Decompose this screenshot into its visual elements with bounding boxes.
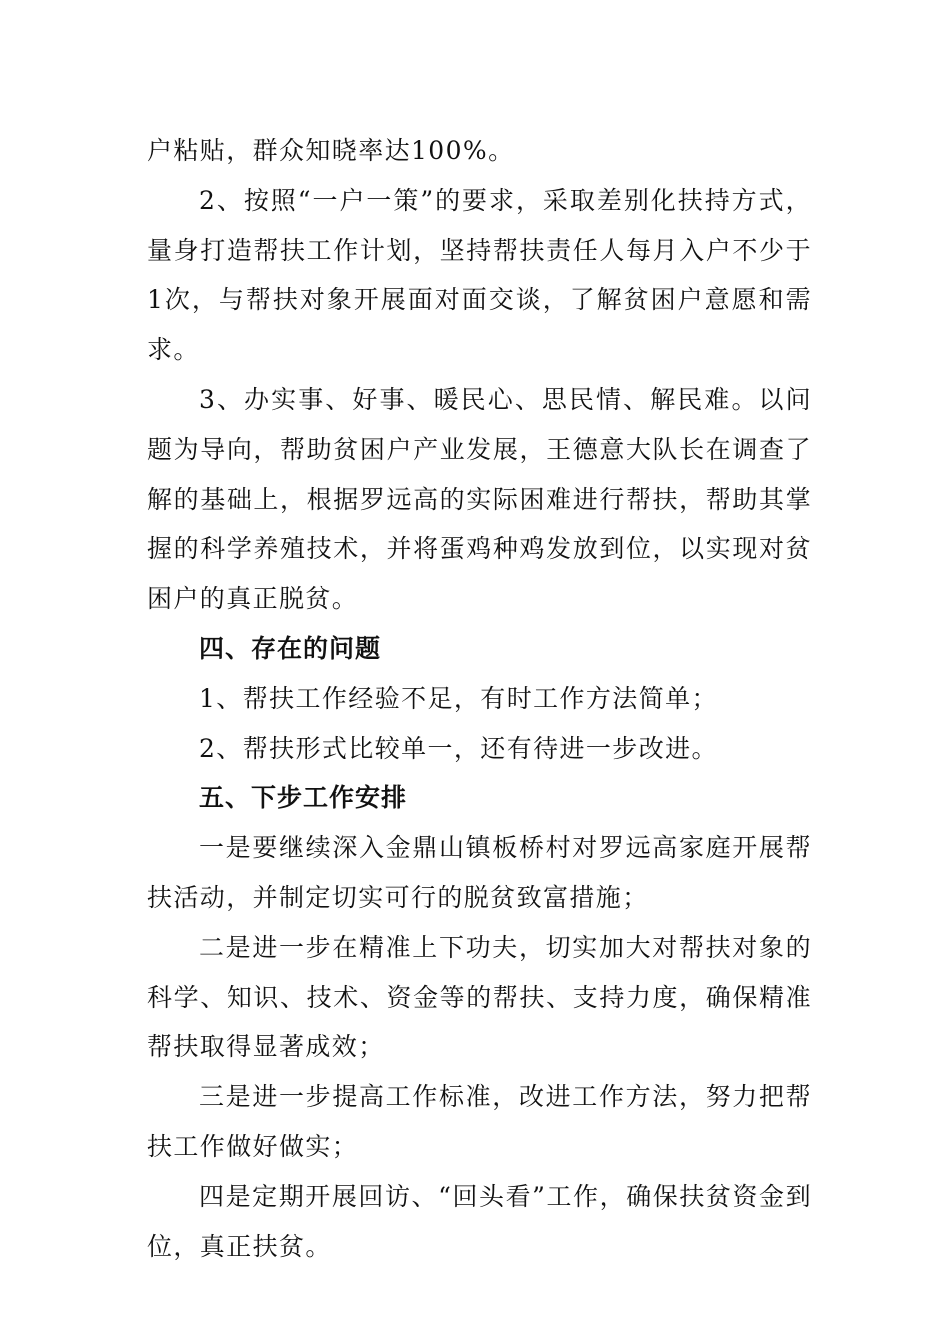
paragraph-item-3: 3、办实事、好事、暖民心、思民情、解民难。以问题为导向，帮助贫困户产业发展，王德意大队长在调查了解的基础上，根据罗远高的实际困难进行帮扶，帮助其掌握的科学养殖技术，并将蛋鸡种鸡发放到位，以实现对贫困户的真正脱贫。 xyxy=(147,384,812,614)
next-step-item-2: 二是进一步在精准上下功夫，切实加大对帮扶对象的科学、知识、技术、资金等的帮扶、支持力度，确保精准帮扶取得显著成效； xyxy=(147,932,812,1062)
section-heading-problems: 四、存在的问题 xyxy=(199,633,382,663)
next-step-item-3: 三是进一步提高工作标准，改进工作方法，努力把帮扶工作做好做实； xyxy=(147,1082,812,1161)
next-step-item-4: 四是定期开展回访、“回头看”工作，确保扶贫资金到位，真正扶贫。 xyxy=(147,1181,812,1261)
problem-item-2: 2、帮扶形式比较单一，还有待进一步改进。 xyxy=(199,733,718,763)
paragraph-continuation: 户粘贴，群众知晓率达100%。 xyxy=(147,136,515,165)
problem-item-1: 1、帮扶工作经验不足，有时工作方法简单； xyxy=(199,683,718,713)
section-heading-next-steps: 五、下步工作安排 xyxy=(199,783,408,813)
next-step-item-1: 一是要继续深入金鼎山镇板桥村对罗远高家庭开展帮扶活动，并制定切实可行的脱贫致富措施； xyxy=(147,833,812,912)
document-body xyxy=(147,126,812,1271)
paragraph-item-2: 2、按照“一户一策”的要求，采取差别化扶持方式，量身打造帮扶工作计划，坚持帮扶责任人每月入户不少于1次，与帮扶对象开展面对面交谈，了解贫困户意愿和需求。 xyxy=(147,185,812,365)
